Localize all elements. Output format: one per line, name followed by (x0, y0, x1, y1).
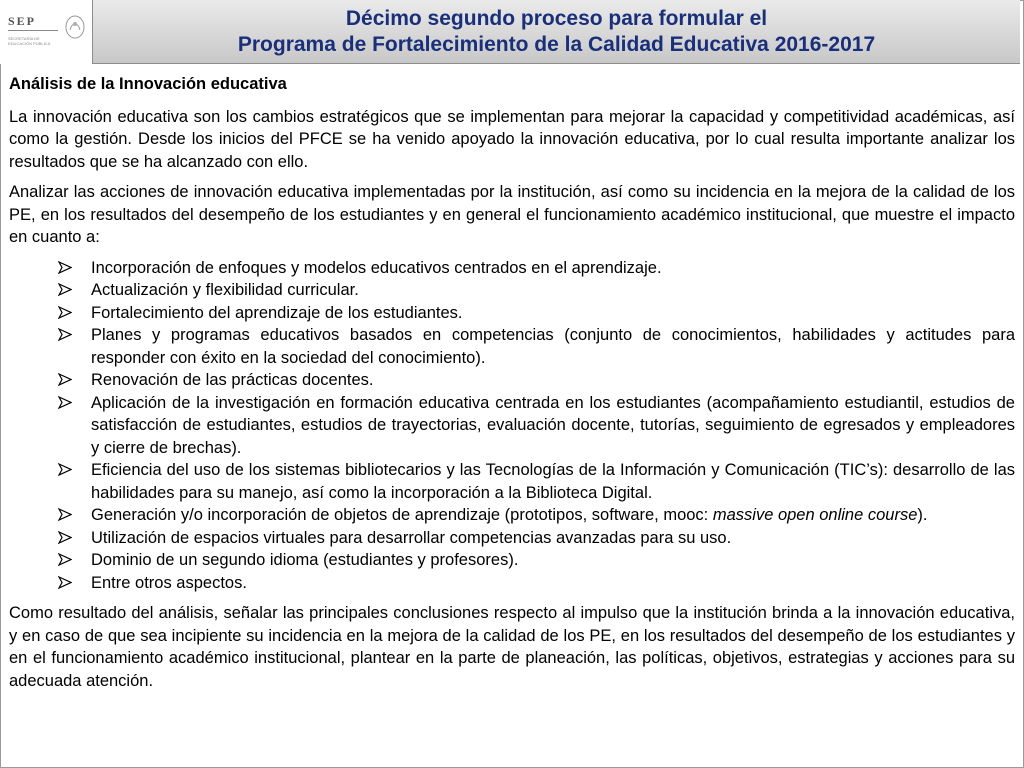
arrow-bullet-icon (58, 553, 72, 566)
list-item-text: Generación y/o incorporación de objetos de aprendizaje (prototipos, software, mooc: (91, 506, 713, 524)
list-item-text: Renovación de las prácticas docentes. (91, 371, 374, 389)
list-item (9, 279, 1015, 302)
list-item (9, 459, 1015, 504)
arrow-bullet-icon (58, 576, 72, 589)
list-item (9, 392, 1015, 460)
paragraph-intro: La innovación educativa son los cambios estratégicos que se implementan para mejorar la capacidad y competitividad académicas, así como la gestión. Desde los inicios del PFCE se ha venido apoyado la innovación educativa, por lo cual resulta importante analizar los resultados que se ha alcanzado con ello. (9, 107, 1015, 171)
list-item (9, 369, 1015, 392)
list-item (9, 324, 1015, 369)
list-item-text: Entre otros aspectos. (91, 573, 247, 592)
mexico-seal-icon (64, 14, 86, 40)
list-item-text: Eficiencia del uso de los sistemas bibliotecarios y las Tecnologías de la Información y Comunicación (TIC’s): desarrollo de las habilidades para su manejo, así como la incorporación a la Biblioteca Digital. (91, 461, 1015, 502)
arrow-bullet-icon (58, 261, 72, 274)
header-title-line-1: Décimo segundo proceso para formular el (345, 6, 768, 30)
arrow-bullet-icon (58, 508, 72, 521)
list-item-text: Dominio de un segundo idioma (estudiantes y profesores). (91, 551, 519, 569)
list-item-text: Planes y programas educativos basados en competencias (conjunto de conocimientos, habilidades y actitudes para responder con éxito en la sociedad del conocimiento). (91, 326, 1015, 367)
list-item (9, 302, 1015, 325)
list-item-text-end: ). (917, 506, 928, 524)
header-title-line-2: Programa de Fortalecimiento de la Calidad Educativa 2016-2017 (237, 32, 876, 56)
list-item-italic-text: massive open online course (712, 506, 918, 524)
list-item-text: Actualización y flexibilidad curricular. (91, 281, 359, 299)
arrow-bullet-icon (58, 463, 72, 476)
list-item (9, 527, 1015, 550)
arrow-bullet-icon (58, 328, 72, 341)
list-item (9, 572, 1015, 595)
section-title: Análisis de la Innovación educativa (9, 75, 287, 93)
list-item-text: Utilización de espacios virtuales para desarrollar competencias avanzadas para su uso. (91, 528, 732, 547)
slide-body (9, 73, 1015, 700)
list-item-text: Aplicación de la investigación en formación educativa centrada en los estudiantes (acompañamiento estudiantil, estudios de satisfacción de estudiantes, estudios de trayectorias, evaluación docente, tutorías, seguimiento de egresados y empleadores y cierre de brechas). (91, 393, 1015, 457)
list-item (9, 504, 1015, 527)
arrow-bullet-icon (58, 531, 72, 544)
sep-logo (0, 0, 92, 64)
sep-logo-subtitle: SECRETARÍA DE EDUCACIÓN PÚBLICA (8, 36, 51, 46)
arrow-bullet-icon (58, 306, 72, 319)
slide-header (92, 0, 1020, 64)
list-item (9, 549, 1015, 572)
list-item (9, 257, 1015, 280)
paragraph-analysis: Analizar las acciones de innovación educativa implementadas por la institución, así como su incidencia en la mejora de la calidad de los PE, en los resultados del desempeño de los estudiantes y en general el funcionamiento académico institucional, que muestre el impacto en cuanto a: (9, 183, 1015, 246)
arrow-bullet-icon (58, 373, 72, 386)
list-item-text: Incorporación de enfoques y modelos educativos centrados en el aprendizaje. (91, 258, 662, 277)
paragraph-conclusion: Como resultado del análisis, señalar las principales conclusiones respecto al impulso que la institución brinda a la innovación educativa, y en caso de que sea incipiente su incidencia en la mejora de la calidad de los PE, en los resultados del desempeño de los estudiantes y en el funcionamiento académico institucional, plantear en la parte de planeación, las políticas, objetivos, estrategias y acciones para su adecuada atención. (9, 604, 1015, 690)
impact-list (9, 257, 1015, 595)
list-item-text: Fortalecimiento del aprendizaje de los estudiantes. (91, 303, 463, 322)
arrow-bullet-icon (58, 396, 72, 409)
logo-divider (8, 30, 58, 31)
arrow-bullet-icon (58, 283, 72, 296)
sep-logo-text: SEP (8, 14, 37, 28)
